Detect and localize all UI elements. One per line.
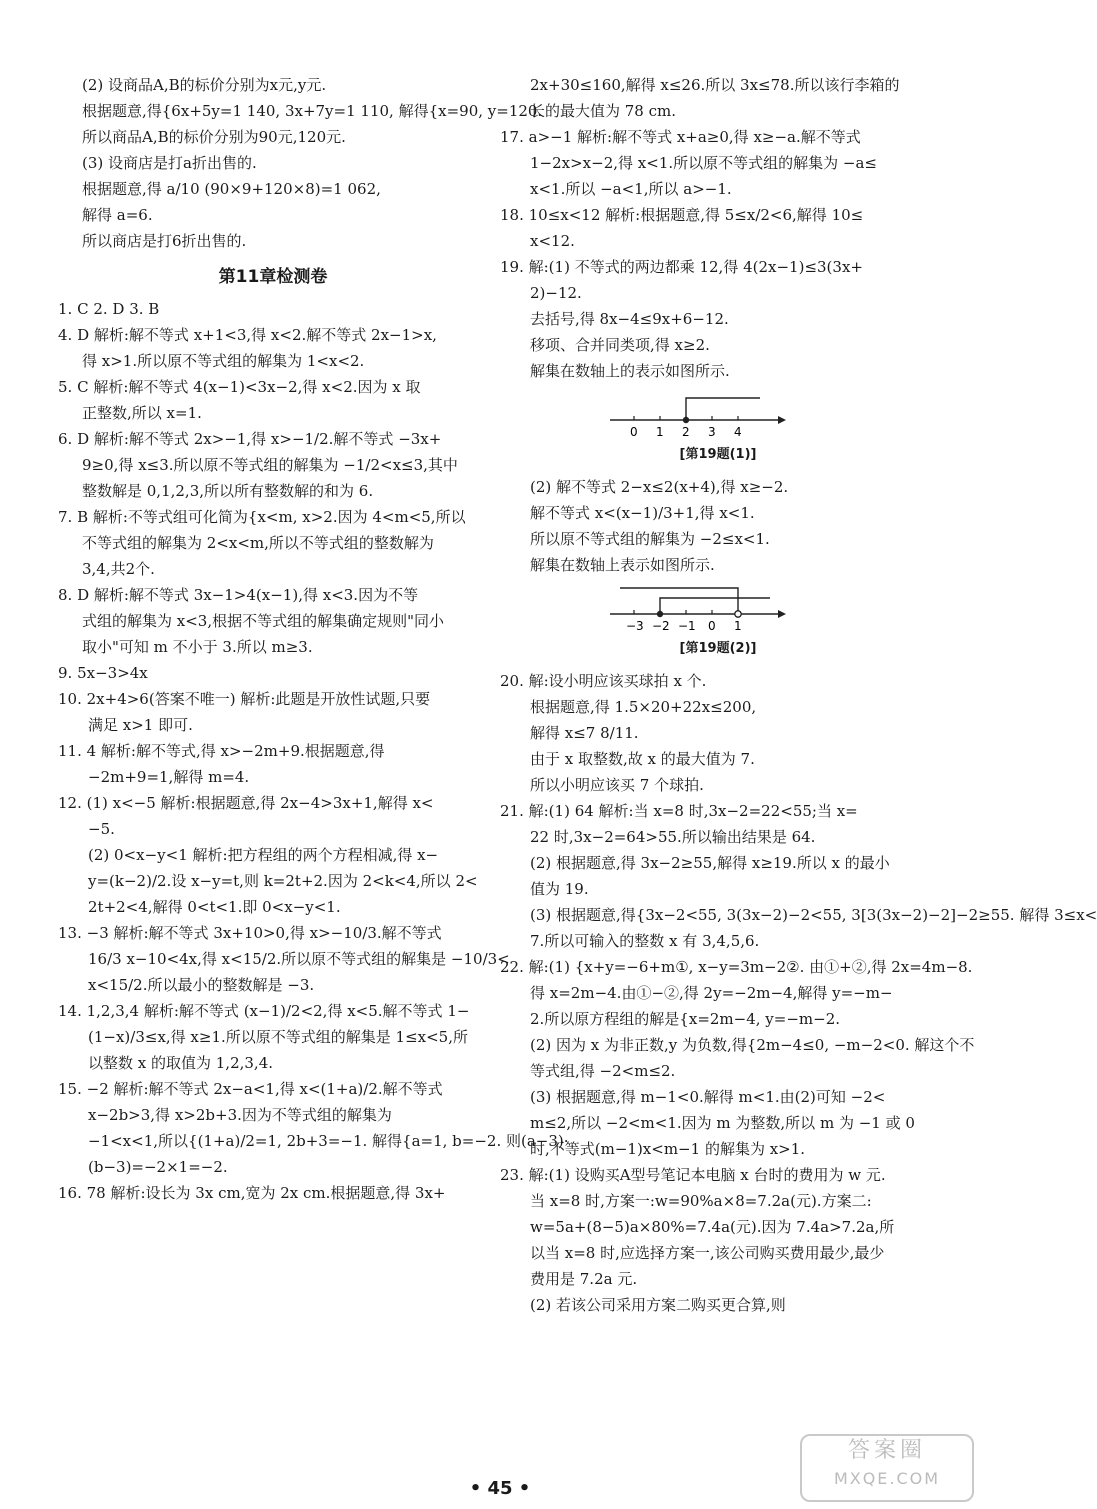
answer-line: 正整数,所以 x=1. bbox=[82, 404, 202, 422]
answer-line: 满足 x>1 即可. bbox=[88, 716, 193, 734]
answer-line: 16/3 x−10<4x,得 x<15/2.所以原不等式组的解集是 −10/3< bbox=[88, 950, 510, 968]
answer-line: 得 x>1.所以原不等式组的解集为 1<x<2. bbox=[82, 352, 365, 370]
text-line: 22 时,3x−2=64>55.所以输出结果是 64. bbox=[530, 828, 816, 846]
answer-line: 7. B 解析:不等式组可化简为{x<m, x>2.因为 4<m<5,所以 bbox=[58, 508, 466, 526]
answer-line: 15. −2 解析:解不等式 2x−a<1,得 x<(1+a)/2.解不等式 bbox=[58, 1080, 443, 1098]
answer-line: 取小"可知 m 不小于 3.所以 m≥3. bbox=[82, 638, 313, 656]
text-line: 时,不等式(m−1)x<m−1 的解集为 x>1. bbox=[530, 1140, 806, 1158]
text-line: 得 x=2m−4.由①−②,得 2y=−2m−4,解得 y=−m− bbox=[530, 984, 893, 1002]
text-line: (2) 根据题意,得 3x−2≥55,解得 x≥19.所以 x 的最小 bbox=[530, 854, 890, 872]
text-line: (3) 设商店是打a折出售的. bbox=[82, 154, 257, 172]
answer-line: 3,4,共2个. bbox=[82, 560, 155, 578]
answer-line: −1<x<1,所以{(1+a)/2=1, 2b+3=−1. 解得{a=1, b=−2. 则(a−3)· bbox=[88, 1132, 569, 1150]
text-line: 1−2x>x−2,得 x<1.所以原不等式组的解集为 −a≤ bbox=[530, 154, 877, 172]
answer-line: 16. 78 解析:设长为 3x cm,宽为 2x cm.根据题意,得 3x+ bbox=[58, 1184, 446, 1202]
text-line: 20. 解:设小明应该买球拍 x 个. bbox=[500, 672, 707, 690]
answer-line: 11. 4 解析:解不等式,得 x>−2m+9.根据题意,得 bbox=[58, 742, 385, 760]
text-line: w=5a+(8−5)a×80%=7.4a(元).因为 7.4a>7.2a,所 bbox=[530, 1218, 895, 1236]
text-line: 所以商店是打6折出售的. bbox=[82, 232, 247, 250]
text-line: 费用是 7.2a 元. bbox=[530, 1270, 638, 1288]
text-line: 解不等式 x<(x−1)/3+1,得 x<1. bbox=[530, 504, 755, 522]
text-line: 23. 解:(1) 设购买A型号笔记本电脑 x 台时的费用为 w 元. bbox=[500, 1166, 886, 1184]
text-line: (3) 根据题意,得 m−1<0.解得 m<1.由(2)可知 −2< bbox=[530, 1088, 886, 1106]
text-line: 21. 解:(1) 64 解析:当 x=8 时,3x−2=22<55;当 x= bbox=[500, 802, 858, 820]
tick-label: 0 bbox=[630, 425, 638, 439]
answer-line: (b−3)=−2×1=−2. bbox=[88, 1158, 228, 1176]
answer-line: 6. D 解析:解不等式 2x>−1,得 x>−1/2.解不等式 −3x+ bbox=[58, 430, 442, 448]
answer-line: 2t+2<4,解得 0<t<1.即 0<x−y<1. bbox=[88, 898, 341, 916]
text-line: 等式组,得 −2<m≤2. bbox=[530, 1062, 676, 1080]
text-line: 2.所以原方程组的解是{x=2m−4, y=−m−2. bbox=[530, 1010, 841, 1028]
text-line: 以当 x=8 时,应选择方案一,该公司购买费用最少,最少 bbox=[530, 1244, 885, 1262]
tick-label: −1 bbox=[678, 619, 696, 633]
answer-line: x<15/2.所以最小的整数解是 −3. bbox=[88, 976, 315, 994]
text-line: 所以小明应该买 7 个球拍. bbox=[530, 776, 704, 794]
answer-line: (1−x)/3≤x,得 x≥1.所以原不等式组的解集是 1≤x<5,所 bbox=[88, 1028, 468, 1046]
text-line: 19. 解:(1) 不等式的两边都乘 12,得 4(2x−1)≤3(3x+ bbox=[500, 258, 863, 276]
answer-line: −5. bbox=[88, 820, 115, 838]
watermark-logo bbox=[800, 1434, 974, 1502]
answer-line: 10. 2x+4>6(答案不唯一) 解析:此题是开放性试题,只要 bbox=[58, 690, 431, 708]
answer-line: 13. −3 解析:解不等式 3x+10>0,得 x>−10/3.解不等式 bbox=[58, 924, 442, 942]
answer-line: 8. D 解析:解不等式 3x−1>4(x−1),得 x<3.因为不等 bbox=[58, 586, 419, 604]
answer-line: 以整数 x 的取值为 1,2,3,4. bbox=[88, 1054, 274, 1072]
text-line: m≤2,所以 −2<m<1.因为 m 为整数,所以 m 为 −1 或 0 bbox=[530, 1114, 915, 1132]
answer-line: 式组的解集为 x<3,根据不等式组的解集确定规则"同小 bbox=[82, 612, 445, 630]
answer-line: 1. C 2. D 3. B bbox=[58, 300, 160, 318]
tick-label: −2 bbox=[652, 619, 670, 633]
answer-line: (2) 0<x−y<1 解析:把方程组的两个方程相减,得 x− bbox=[88, 846, 439, 864]
text-line: 所以原不等式组的解集为 −2≤x<1. bbox=[530, 530, 770, 548]
section-title: 第11章检测卷 bbox=[218, 267, 328, 287]
text-line: (2) 若该公司采用方案二购买更合算,则 bbox=[530, 1296, 786, 1314]
text-line: (2) 解不等式 2−x≤2(x+4),得 x≥−2. bbox=[530, 478, 789, 496]
text-line: 根据题意,得{6x+5y=1 140, 3x+7y=1 110, 解得{x=90, y=120. bbox=[82, 102, 543, 120]
text-line: x<12. bbox=[530, 232, 575, 250]
answer-line: 4. D 解析:解不等式 x+1<3,得 x<2.解不等式 2x−1>x, bbox=[58, 326, 437, 344]
answer-line: 9≥0,得 x≤3.所以原不等式组的解集为 −1/2<x≤3,其中 bbox=[82, 456, 458, 474]
text-line: 7.所以可输入的整数 x 有 3,4,5,6. bbox=[530, 932, 760, 950]
answer-line: y=(k−2)/2.设 x−y=t,则 k=2t+2.因为 2<k<4,所以 2< bbox=[88, 872, 478, 890]
tick-label: 1 bbox=[734, 619, 742, 633]
right-column bbox=[500, 72, 1097, 1318]
watermark-text: 答案圈 bbox=[847, 1438, 926, 1463]
watermark-url: MXQE.COM bbox=[833, 1469, 941, 1488]
number-line-1 bbox=[610, 390, 790, 440]
figure-caption: [第19题(2)] bbox=[679, 641, 757, 656]
page-number: • 45 • bbox=[469, 1478, 531, 1499]
answer-line: x−2b>3,得 x>2b+3.因为不等式组的解集为 bbox=[88, 1106, 392, 1124]
text-line: 22. 解:(1) {x+y=−6+m①, x−y=3m−2②. 由①+②,得 2x=4m−8. bbox=[500, 958, 973, 976]
text-line: 由于 x 取整数,故 x 的最大值为 7. bbox=[530, 750, 755, 768]
text-line: (2) 设商品A,B的标价分别为x元,y元. bbox=[82, 76, 327, 94]
text-line: x<1.所以 −a<1,所以 a>−1. bbox=[530, 180, 732, 198]
text-line: 17. a>−1 解析:解不等式 x+a≥0,得 x≥−a.解不等式 bbox=[500, 128, 861, 146]
answer-line: 9. 5x−3>4x bbox=[58, 664, 148, 682]
answer-line: 不等式组的解集为 2<x<m,所以不等式组的整数解为 bbox=[82, 534, 434, 552]
text-line: 所以商品A,B的标价分别为90元,120元. bbox=[82, 128, 346, 146]
number-line-figure-1 bbox=[610, 390, 790, 440]
answer-line: 12. (1) x<−5 解析:根据题意,得 2x−4>3x+1,解得 x< bbox=[58, 794, 434, 812]
text-line: 解得 a=6. bbox=[82, 206, 153, 224]
tick-label: 2 bbox=[682, 425, 690, 439]
tick-label: −3 bbox=[626, 619, 644, 633]
text-line: 解集在数轴上表示如图所示. bbox=[530, 556, 715, 574]
text-line: 当 x=8 时,方案一:w=90%a×8=7.2a(元).方案二: bbox=[530, 1192, 872, 1210]
tick-label: 0 bbox=[708, 619, 716, 633]
figure-caption: [第19题(1)] bbox=[679, 447, 757, 462]
text-line: 18. 10≤x<12 解析:根据题意,得 5≤x/2<6,解得 10≤ bbox=[500, 206, 864, 224]
answer-line: −2m+9=1,解得 m=4. bbox=[88, 768, 250, 786]
tick-label: 3 bbox=[708, 425, 716, 439]
text-line: 2x+30≤160,解得 x≤26.所以 3x≤78.所以该行李箱的 bbox=[530, 76, 900, 94]
number-line-figure-2 bbox=[610, 584, 790, 634]
text-line: 解得 x≤7 8/11. bbox=[530, 724, 639, 742]
text-line: 移项、合并同类项,得 x≥2. bbox=[530, 336, 710, 354]
text-line: 解集在数轴上的表示如图所示. bbox=[530, 362, 730, 380]
text-line: (3) 根据题意,得{3x−2<55, 3(3x−2)−2<55, 3[3(3x−2)−2]−2≥55. 解得 3≤x< bbox=[530, 906, 1097, 924]
answer-line: 整数解是 0,1,2,3,所以所有整数解的和为 6. bbox=[82, 482, 374, 500]
text-line: 值为 19. bbox=[530, 880, 589, 898]
number-line-2 bbox=[610, 584, 790, 634]
text-line: 2)−12. bbox=[530, 284, 582, 302]
text-line: 长的最大值为 78 cm. bbox=[530, 102, 677, 120]
answer-line: 14. 1,2,3,4 解析:解不等式 (x−1)/2<2,得 x<5.解不等式 1− bbox=[58, 1002, 470, 1020]
tick-label: 1 bbox=[656, 425, 664, 439]
text-line: (2) 因为 x 为非正数,y 为负数,得{2m−4≤0, −m−2<0. 解这个不 bbox=[530, 1036, 975, 1054]
text-line: 根据题意,得 1.5×20+22x≤200, bbox=[530, 698, 757, 716]
tick-label: 4 bbox=[734, 425, 742, 439]
answer-line: 5. C 解析:解不等式 4(x−1)<3x−2,得 x<2.因为 x 取 bbox=[58, 378, 421, 396]
text-line: 根据题意,得 a/10 (90×9+120×8)=1 062, bbox=[82, 180, 381, 198]
text-line: 去括号,得 8x−4≤9x+6−12. bbox=[530, 310, 729, 328]
